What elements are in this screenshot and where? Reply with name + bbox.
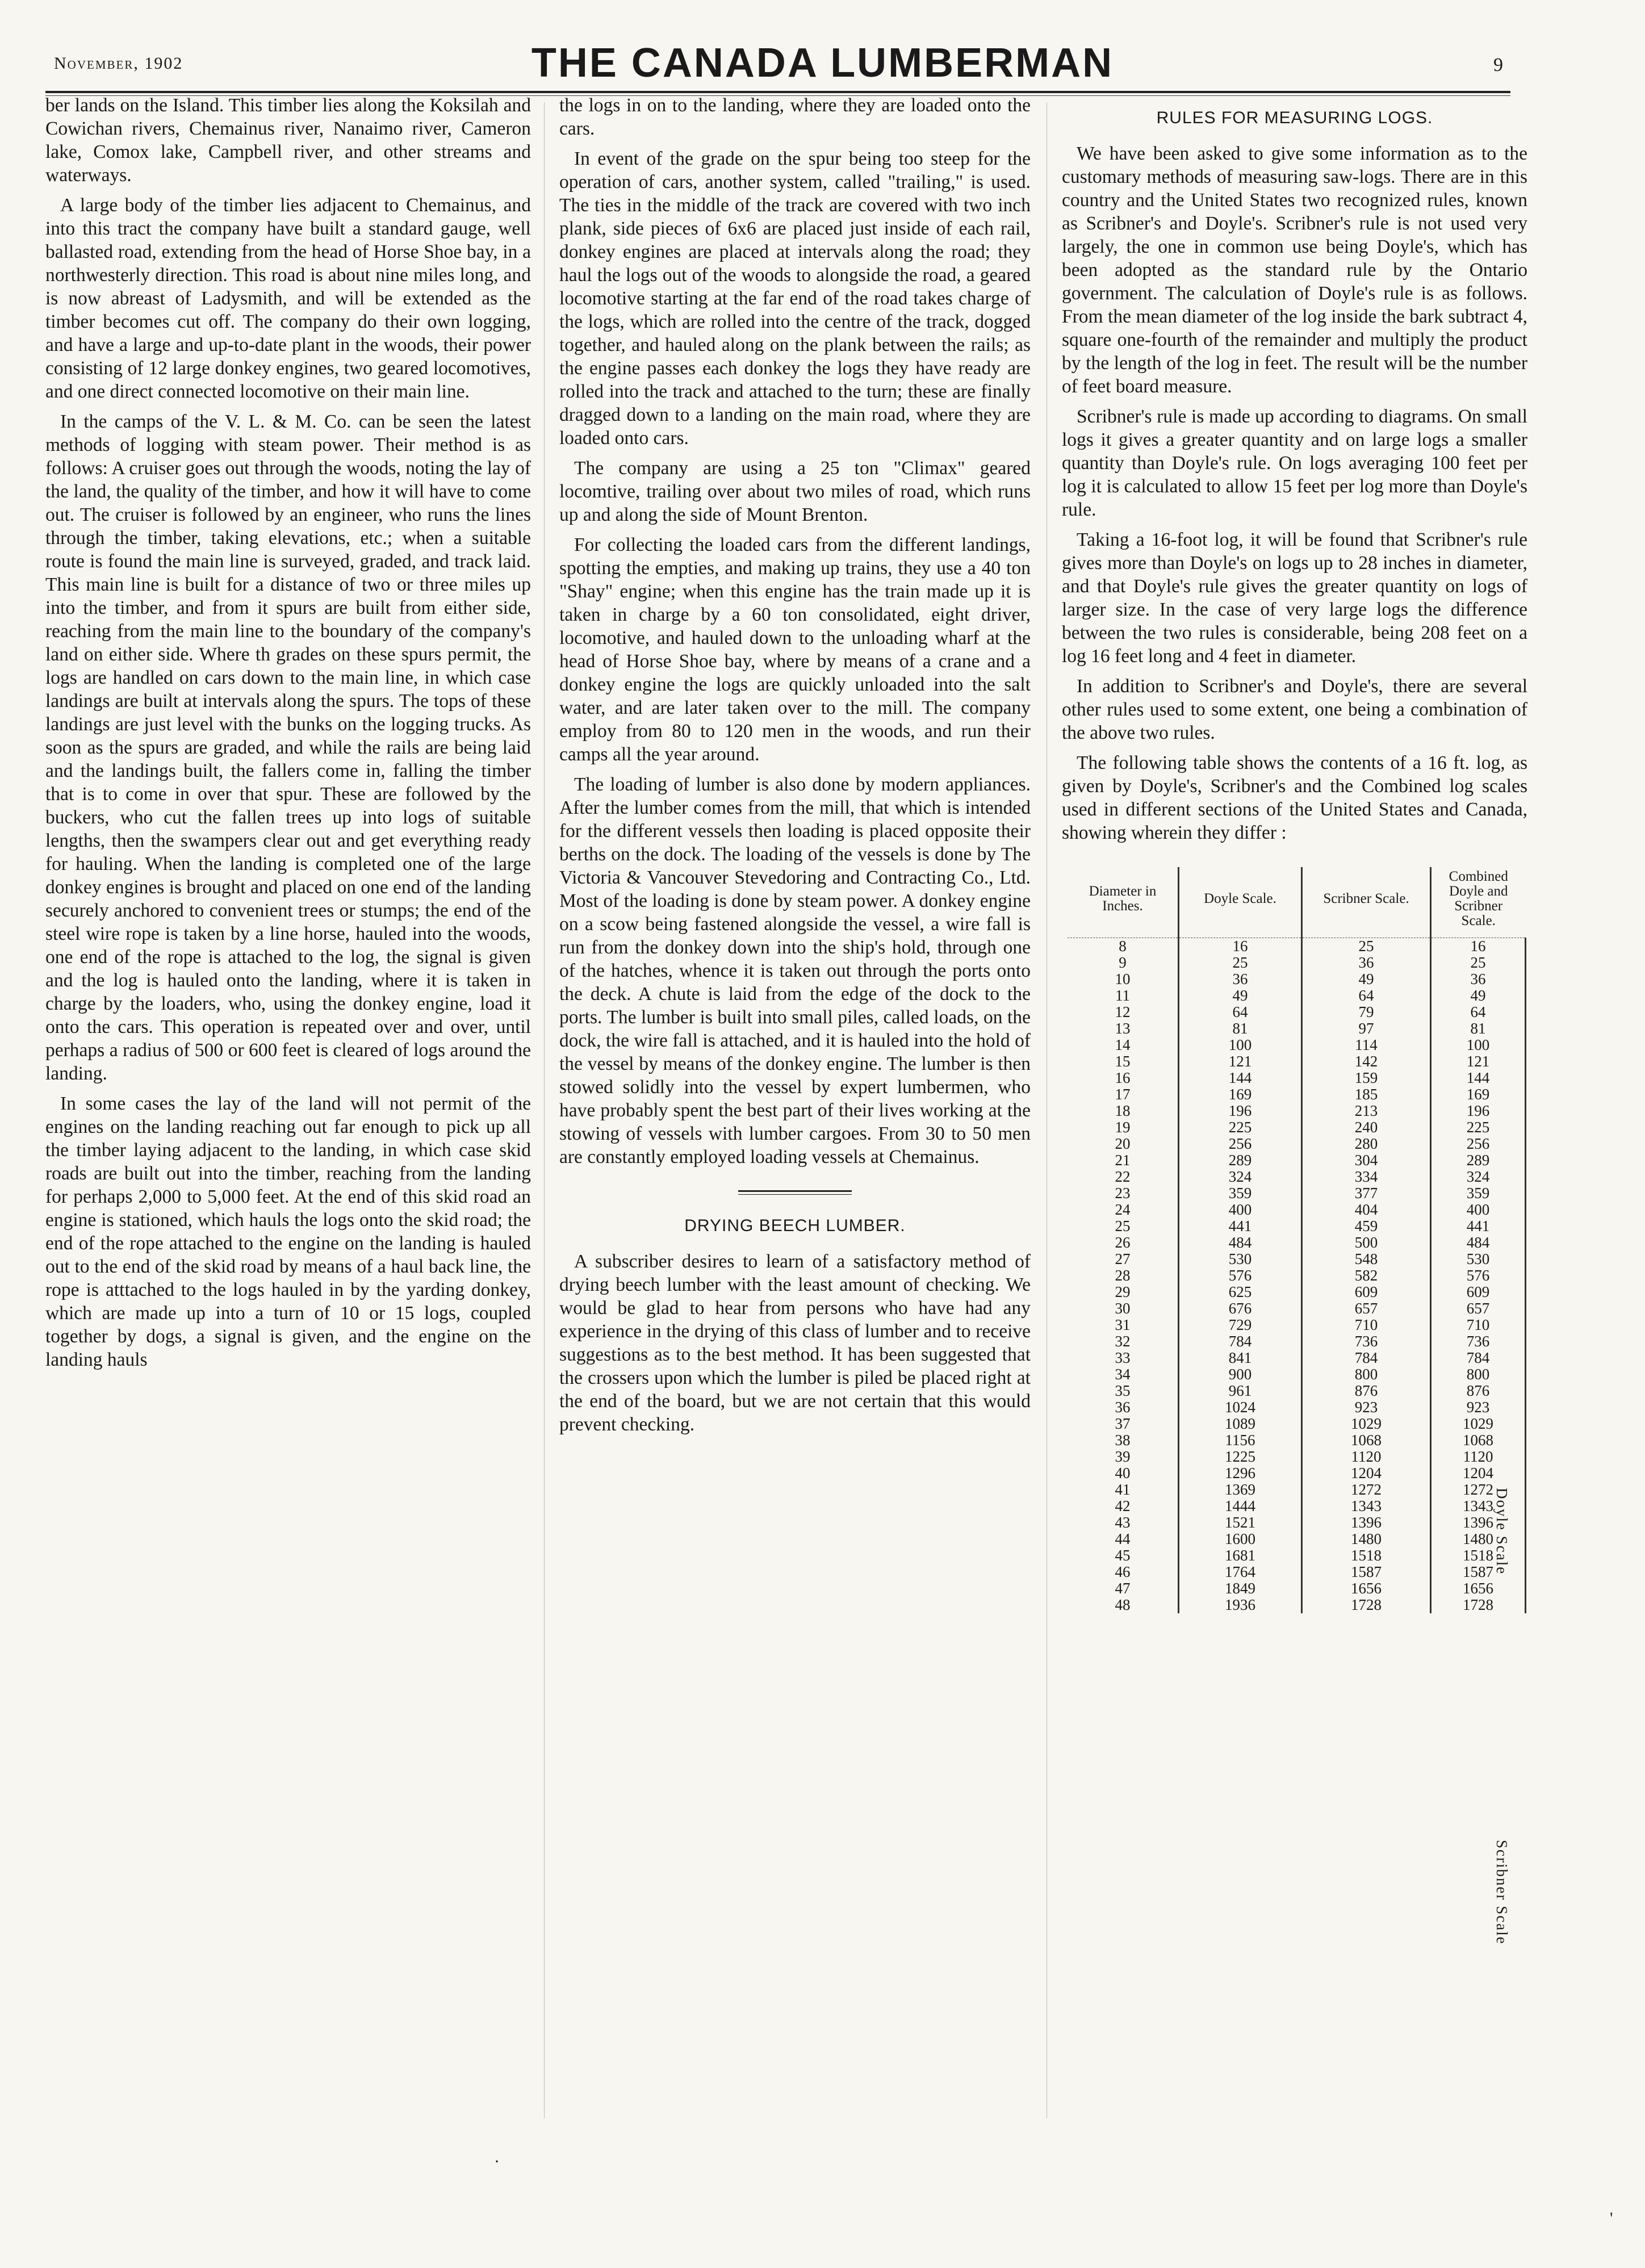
cell-scribner: 1343 xyxy=(1302,1498,1431,1514)
cell-combined: 359 xyxy=(1431,1185,1526,1202)
cell-doyle: 1521 xyxy=(1179,1514,1302,1531)
paragraph: The company are using a 25 ton "Climax" geared locomtive, trailing over about two miles of road, which runs up and along the side of Mount Brenton. xyxy=(559,458,1031,525)
cell-diameter: 28 xyxy=(1068,1267,1179,1284)
cell-doyle: 676 xyxy=(1179,1300,1302,1317)
cell-doyle: 359 xyxy=(1179,1185,1302,1202)
page-number: 9 xyxy=(1493,55,1503,76)
cell-diameter: 27 xyxy=(1068,1251,1179,1267)
table-row xyxy=(1068,1103,1526,1119)
cell-scribner: 1728 xyxy=(1302,1597,1431,1613)
cell-doyle: 169 xyxy=(1179,1086,1302,1103)
cell-doyle: 1849 xyxy=(1179,1580,1302,1597)
cell-scribner: 377 xyxy=(1302,1185,1431,1202)
cell-scribner: 79 xyxy=(1302,1004,1431,1020)
table-row xyxy=(1068,971,1526,987)
masthead xyxy=(0,0,1645,108)
table-row xyxy=(1068,1531,1526,1547)
table-row xyxy=(1068,1416,1526,1432)
cell-doyle: 1369 xyxy=(1179,1482,1302,1498)
table-row xyxy=(1068,938,1526,955)
cell-combined: 324 xyxy=(1431,1169,1526,1185)
cell-diameter: 33 xyxy=(1068,1350,1179,1366)
cell-diameter: 39 xyxy=(1068,1449,1179,1465)
cell-diameter: 13 xyxy=(1068,1020,1179,1037)
cell-diameter: 36 xyxy=(1068,1399,1179,1416)
cell-doyle: 81 xyxy=(1179,1020,1302,1037)
cell-doyle: 1156 xyxy=(1179,1432,1302,1449)
cell-scribner: 548 xyxy=(1302,1251,1431,1267)
issue-date: November, 1902 xyxy=(54,54,183,73)
cell-scribner: 280 xyxy=(1302,1136,1431,1152)
table-row xyxy=(1068,1564,1526,1580)
cell-diameter: 22 xyxy=(1068,1169,1179,1185)
paragraph: For collecting the loaded cars from the different landings, spotting the empties, and making up trains, they use a 40 ton "Shay" engine; when this engine has the train made up it is taken in charge by a 60 ton consolidated, eight driver, locomotive, and hauled down to the unloading wharf at the head of Horse Shoe bay, where by means of a crane and a donkey engine the logs are quickly unloaded into the salt water, and are later taken over to the mill. The company employ from 80 to 120 men in the woods, and run their camps all the year around. xyxy=(559,534,1031,765)
column-header-scribner: Scribner Scale. xyxy=(1302,867,1431,938)
column-header-doyle: Doyle Scale. xyxy=(1179,867,1302,938)
paragraph: the logs in on to the landing, where they are loaded onto the cars. xyxy=(559,95,1031,139)
cell-combined: 25 xyxy=(1431,955,1526,971)
cell-doyle: 400 xyxy=(1179,1202,1302,1218)
cell-diameter: 25 xyxy=(1068,1218,1179,1235)
cell-diameter: 14 xyxy=(1068,1037,1179,1053)
cell-combined: 225 xyxy=(1431,1119,1526,1136)
cell-combined: 657 xyxy=(1431,1300,1526,1317)
cell-combined: 256 xyxy=(1431,1136,1526,1152)
cell-scribner: 609 xyxy=(1302,1284,1431,1300)
cell-doyle: 729 xyxy=(1179,1317,1302,1333)
cell-scribner: 500 xyxy=(1302,1235,1431,1251)
cell-doyle: 1600 xyxy=(1179,1531,1302,1547)
cell-scribner: 1480 xyxy=(1302,1531,1431,1547)
cell-combined: 484 xyxy=(1431,1235,1526,1251)
cell-combined: 289 xyxy=(1431,1152,1526,1169)
cell-combined: 121 xyxy=(1431,1053,1526,1070)
paragraph: In some cases the lay of the land will not permit of the engines on the landing reaching out far enough to pick up all the timber laying adjacent to the landing, in which case skid roads are built out into the timber, reaching from the landing for perhaps 2,000 to 5,000 feet. At the end of this skid road an engine is stationed, which hauls the logs onto the skid road; the end of the rope attached to the engine on the landing is hauled out to the end of the skid road by means of a haul back line, the rope is atttached to the logs hauled in by the yarding donkey, which are made up into a turn of 10 or 15 logs, coupled together by dogs, a signal is given, and the engine on the landing hauls xyxy=(45,1093,531,1370)
cell-diameter: 44 xyxy=(1068,1531,1179,1547)
cell-diameter: 21 xyxy=(1068,1152,1179,1169)
cell-scribner: 459 xyxy=(1302,1218,1431,1235)
cell-scribner: 97 xyxy=(1302,1020,1431,1037)
cell-doyle: 64 xyxy=(1179,1004,1302,1020)
cell-combined: 1029 xyxy=(1431,1416,1526,1432)
section-divider xyxy=(738,1190,852,1195)
cell-scribner: 114 xyxy=(1302,1037,1431,1053)
column-header-diameter: Diameter in Inches. xyxy=(1068,867,1179,938)
cell-combined: 64 xyxy=(1431,1004,1526,1020)
cell-scribner: 1029 xyxy=(1302,1416,1431,1432)
cell-scribner: 582 xyxy=(1302,1267,1431,1284)
cell-doyle: 484 xyxy=(1179,1235,1302,1251)
cell-combined: 1120 xyxy=(1431,1449,1526,1465)
cell-doyle: 1089 xyxy=(1179,1416,1302,1432)
table-row xyxy=(1068,1169,1526,1185)
cell-diameter: 26 xyxy=(1068,1235,1179,1251)
cell-combined: 1587 xyxy=(1431,1564,1526,1580)
cell-diameter: 38 xyxy=(1068,1432,1179,1449)
cell-combined: 81 xyxy=(1431,1020,1526,1037)
table-row xyxy=(1068,1580,1526,1597)
cell-combined: 1343 xyxy=(1431,1498,1526,1514)
cell-scribner: 240 xyxy=(1302,1119,1431,1136)
cell-combined: 16 xyxy=(1431,938,1526,955)
cell-doyle: 49 xyxy=(1179,987,1302,1004)
cell-scribner: 213 xyxy=(1302,1103,1431,1119)
stray-mark: ' xyxy=(1610,2209,1613,2228)
cell-diameter: 16 xyxy=(1068,1070,1179,1086)
column-1 xyxy=(45,94,531,1378)
table-row xyxy=(1068,1350,1526,1366)
cell-scribner: 1120 xyxy=(1302,1449,1431,1465)
cell-diameter: 15 xyxy=(1068,1053,1179,1070)
cell-diameter: 37 xyxy=(1068,1416,1179,1432)
cell-scribner: 1396 xyxy=(1302,1514,1431,1531)
table-row xyxy=(1068,1333,1526,1350)
column-header-combined: Combined Doyle and Scribner Scale. xyxy=(1431,867,1526,938)
table-row xyxy=(1068,1597,1526,1613)
cell-combined: 1656 xyxy=(1431,1580,1526,1597)
cell-combined: 441 xyxy=(1431,1218,1526,1235)
table-row xyxy=(1068,1514,1526,1531)
cell-combined: 36 xyxy=(1431,971,1526,987)
table-row xyxy=(1068,1086,1526,1103)
cell-scribner: 1587 xyxy=(1302,1564,1431,1580)
cell-doyle: 16 xyxy=(1179,938,1302,955)
cell-combined: 1518 xyxy=(1431,1547,1526,1564)
cell-combined: 169 xyxy=(1431,1086,1526,1103)
cell-doyle: 441 xyxy=(1179,1218,1302,1235)
cell-combined: 100 xyxy=(1431,1037,1526,1053)
table-row xyxy=(1068,1449,1526,1465)
cell-diameter: 31 xyxy=(1068,1317,1179,1333)
cell-doyle: 1024 xyxy=(1179,1399,1302,1416)
cell-diameter: 43 xyxy=(1068,1514,1179,1531)
cell-combined: 784 xyxy=(1431,1350,1526,1366)
paragraph: Scribner's rule is made up according to diagrams. On small logs it gives a greater quantity and on large logs a smaller quantity than Doyle's rule. On logs averaging 100 feet per log it is calculated to allow 15 feet per log more than Doyle's rule. xyxy=(1062,406,1527,520)
cell-combined: 800 xyxy=(1431,1366,1526,1383)
cell-scribner: 1068 xyxy=(1302,1432,1431,1449)
cell-doyle: 36 xyxy=(1179,971,1302,987)
paragraph: In addition to Scribner's and Doyle's, there are several other rules used to some extent, one being a combination of the above two rules. xyxy=(1062,676,1527,743)
cell-combined: 144 xyxy=(1431,1070,1526,1086)
cell-doyle: 144 xyxy=(1179,1070,1302,1086)
cell-scribner: 1656 xyxy=(1302,1580,1431,1597)
cell-diameter: 29 xyxy=(1068,1284,1179,1300)
table-row xyxy=(1068,1218,1526,1235)
table-row xyxy=(1068,1366,1526,1383)
cell-scribner: 923 xyxy=(1302,1399,1431,1416)
cell-doyle: 121 xyxy=(1179,1053,1302,1070)
beech-heading: DRYING BEECH LUMBER. xyxy=(684,1216,906,1235)
cell-diameter: 46 xyxy=(1068,1564,1179,1580)
stray-mark: · xyxy=(494,2152,500,2171)
cell-scribner: 36 xyxy=(1302,955,1431,971)
cell-combined: 736 xyxy=(1431,1333,1526,1350)
rules-heading: RULES FOR MEASURING LOGS. xyxy=(1156,108,1433,127)
table-row xyxy=(1068,1004,1526,1020)
paragraph: Taking a 16-foot log, it will be found that Scribner's rule gives more than Doyle's on logs up to 28 inches in diameter, and that Doyle's rule gives the greater quantity on logs of larger size. In the case of very large logs the difference between the two rules is considerable, being 208 feet on a log 16 feet long and 4 feet in diameter. xyxy=(1062,529,1527,667)
column-3 xyxy=(1062,94,1527,1613)
table-row xyxy=(1068,1547,1526,1564)
cell-doyle: 289 xyxy=(1179,1152,1302,1169)
publication-title: THE CANADA LUMBERMAN xyxy=(531,40,1114,86)
table-row xyxy=(1068,1053,1526,1070)
table-row xyxy=(1068,1185,1526,1202)
cell-doyle: 900 xyxy=(1179,1366,1302,1383)
cell-doyle: 256 xyxy=(1179,1136,1302,1152)
cell-scribner: 1272 xyxy=(1302,1482,1431,1498)
cell-scribner: 876 xyxy=(1302,1383,1431,1399)
table-body xyxy=(1068,938,1526,1614)
cell-doyle: 1225 xyxy=(1179,1449,1302,1465)
table-row xyxy=(1068,1020,1526,1037)
paragraph: A subscriber desires to learn of a satisfactory method of drying beech lumber with the least amount of checking. We would be glad to hear from persons who have had any experience in the drying of this class of lumber and to receive suggestions as to the best method. It has been suggested that the crossers upon which the lumber is piled be placed right at the end of the board, but we are not certain that this would prevent checking. xyxy=(559,1251,1031,1435)
cell-scribner: 49 xyxy=(1302,971,1431,987)
cell-scribner: 710 xyxy=(1302,1317,1431,1333)
cell-diameter: 20 xyxy=(1068,1136,1179,1152)
cell-doyle: 196 xyxy=(1179,1103,1302,1119)
cell-combined: 576 xyxy=(1431,1267,1526,1284)
cell-doyle: 100 xyxy=(1179,1037,1302,1053)
column-divider xyxy=(544,102,545,2118)
cell-scribner: 159 xyxy=(1302,1070,1431,1086)
table-row xyxy=(1068,1300,1526,1317)
cell-combined: 609 xyxy=(1431,1284,1526,1300)
cell-combined: 710 xyxy=(1431,1317,1526,1333)
cell-diameter: 34 xyxy=(1068,1366,1179,1383)
cell-diameter: 41 xyxy=(1068,1482,1179,1498)
table-row xyxy=(1068,1432,1526,1449)
table-row xyxy=(1068,1136,1526,1152)
cell-combined: 1480 xyxy=(1431,1531,1526,1547)
table-row xyxy=(1068,955,1526,971)
table-row xyxy=(1068,987,1526,1004)
cell-diameter: 35 xyxy=(1068,1383,1179,1399)
cell-doyle: 841 xyxy=(1179,1350,1302,1366)
cell-combined: 196 xyxy=(1431,1103,1526,1119)
cell-scribner: 185 xyxy=(1302,1086,1431,1103)
cell-diameter: 23 xyxy=(1068,1185,1179,1202)
cell-diameter: 11 xyxy=(1068,987,1179,1004)
cell-scribner: 334 xyxy=(1302,1169,1431,1185)
cell-scribner: 1518 xyxy=(1302,1547,1431,1564)
paragraph: In the camps of the V. L. & M. Co. can be seen the latest methods of logging with steam power. Their method is as follows: A cruiser goes out through the woods, noting the lay of the land, the quality of the timber, and how it will have to come out. The cruiser is followed by an engineer, who runs the lines through the timber, taking elevations, etc.; when a suitable route is found the main line is surveyed, graded, and track laid. This main line is built for a distance of two or three miles up into the timber, and from it spurs are built from either side, reaching from the main line to the boundary of the company's land on either side. Where th grades on these spurs permit, the logs are handled on cars down to the main line, in which case landings are built at intervals along the spurs. The tops of these landings are just level with the bunks on the logging trucks. As soon as the spurs are graded, and while the rails are being laid and the landings built, the fallers come in, falling the timber that is to come in over that spur. These are followed by the buckers, who cut the fallen trees up into logs of suitable lengths, then the swampers clear out and get everything ready for hauling. When the landing is completed one of the large donkey engines is brought and placed on one end of the landing securely anchored to convenient trees or stumps; the end of the steel wire rope is taken by a line horse, hauled into the woods, one end of the rope is attached to the log, the signal is given and the log is hauled onto the landing, where it is taken in charge by the loaders, who, using the donkey engine, load it onto the cars. This operation is repeated over and over, until perhaps a radius of 500 or 600 feet is cleared of logs around the landing. xyxy=(45,411,531,1084)
cell-doyle: 1936 xyxy=(1179,1597,1302,1613)
cell-doyle: 784 xyxy=(1179,1333,1302,1350)
cell-combined: 49 xyxy=(1431,987,1526,1004)
cell-diameter: 18 xyxy=(1068,1103,1179,1119)
cell-doyle: 1681 xyxy=(1179,1547,1302,1564)
cell-combined: 876 xyxy=(1431,1383,1526,1399)
table-row xyxy=(1068,1317,1526,1333)
table-row xyxy=(1068,1383,1526,1399)
cell-scribner: 404 xyxy=(1302,1202,1431,1218)
cell-doyle: 576 xyxy=(1179,1267,1302,1284)
cell-combined: 530 xyxy=(1431,1251,1526,1267)
table-row xyxy=(1068,1251,1526,1267)
table-row xyxy=(1068,1235,1526,1251)
cell-doyle: 961 xyxy=(1179,1383,1302,1399)
cell-diameter: 42 xyxy=(1068,1498,1179,1514)
table-row xyxy=(1068,1152,1526,1169)
paragraph: The following table shows the contents of a 16 ft. log, as given by Doyle's, Scribner's and the Combined log scales used in different sections of the United States and Canada, showing wherein they differ : xyxy=(1062,752,1527,843)
paragraph: The loading of lumber is also done by modern appliances. After the lumber comes from the mill, that which is intended for the different vessels then loading is placed opposite their berths on the dock. The loading of the vessels is done by The Victoria & Vancouver Stevedoring and Contracting Co., Ltd. Most of the loading is done by steam power. A donkey engine on a scow being fastened alongside the vessel, a wire fall is run from the donkey down into the ship's hold, through one of the hatches, whence it is taken out through the ports onto the deck. A chute is laid from the edge of the dock to the ports. The lumber is built into small piles, called loads, on the dock, the wire fall is attached, and it is hauled into the hold of the vessel by means of the donkey engine. The lumber is then stowed solidly into the vessel by expert lumbermen, who have probably spent the best part of their lives working at the stowing of vessels with lumber cargoes. From 30 to 50 men are constantly employed loading vessels at Chemainus. xyxy=(559,774,1031,1168)
cell-scribner: 800 xyxy=(1302,1366,1431,1383)
cell-diameter: 24 xyxy=(1068,1202,1179,1218)
cell-scribner: 657 xyxy=(1302,1300,1431,1317)
cell-combined: 1068 xyxy=(1431,1432,1526,1449)
cell-scribner: 304 xyxy=(1302,1152,1431,1169)
cell-combined: 1728 xyxy=(1431,1597,1526,1613)
cell-scribner: 736 xyxy=(1302,1333,1431,1350)
table-row xyxy=(1068,1465,1526,1482)
cell-combined: 1272 xyxy=(1431,1482,1526,1498)
cell-doyle: 25 xyxy=(1179,955,1302,971)
cell-diameter: 45 xyxy=(1068,1547,1179,1564)
cell-doyle: 625 xyxy=(1179,1284,1302,1300)
cell-combined: 1396 xyxy=(1431,1514,1526,1531)
cell-diameter: 17 xyxy=(1068,1086,1179,1103)
table-row xyxy=(1068,1482,1526,1498)
cell-diameter: 48 xyxy=(1068,1597,1179,1613)
cell-doyle: 1764 xyxy=(1179,1564,1302,1580)
table-row xyxy=(1068,1267,1526,1284)
cell-scribner: 64 xyxy=(1302,987,1431,1004)
table-row xyxy=(1068,1284,1526,1300)
cell-diameter: 32 xyxy=(1068,1333,1179,1350)
cell-scribner: 25 xyxy=(1302,938,1431,955)
cell-doyle: 225 xyxy=(1179,1119,1302,1136)
paragraph: We have been asked to give some information as to the customary methods of measuring saw-logs. There are in this country and the United States two recognized rules, known as Scribner's and Doyle's. Scribner's rule is not used very largely, the one in common use being Doyle's, which has been adopted as the standard rule by the Ontario government. The calculation of Doyle's rule is as follows. From the mean diameter of the log inside the bark subtract 4, square one-fourth of the remainder and multiply the product by the length of the log in feet. The result will be the number of feet board measure. xyxy=(1062,143,1527,397)
log-scale-table xyxy=(1068,867,1526,1613)
cell-doyle: 1296 xyxy=(1179,1465,1302,1482)
cell-scribner: 784 xyxy=(1302,1350,1431,1366)
cell-combined: 923 xyxy=(1431,1399,1526,1416)
table-row xyxy=(1068,1202,1526,1218)
cell-scribner: 1204 xyxy=(1302,1465,1431,1482)
cell-diameter: 30 xyxy=(1068,1300,1179,1317)
cell-doyle: 530 xyxy=(1179,1251,1302,1267)
header-rule xyxy=(45,91,1510,93)
paragraph: A large body of the timber lies adjacent to Chemainus, and into this tract the company have built a standard gauge, well ballasted road, extending from the head of Horse Shoe bay, in a northwesterly direction. This road is about nine miles long, and is now abreast of Ladysmith, and will be extended as the timber becomes cut off. The company do their own logging, and have a large and up-to-date plant in the woods, their power consisting of 12 large donkey engines, two geared locomotives, and one direct connected locomotive on their main line. xyxy=(45,195,531,402)
cell-combined: 1204 xyxy=(1431,1465,1526,1482)
table-header-row xyxy=(1068,867,1526,938)
side-label-scribner: Scribner Scale xyxy=(1493,1840,1510,1945)
side-label-doyle: Doyle Scale xyxy=(1493,1488,1510,1575)
table-row xyxy=(1068,1070,1526,1086)
cell-diameter: 19 xyxy=(1068,1119,1179,1136)
paragraph: In event of the grade on the spur being too steep for the operation of cars, another system, called "trailing," is used. The ties in the middle of the track are covered with two inch plank, side pieces of 6x6 are placed just inside of each rail, donkey engines are placed at intervals along the road; they haul the logs out of the woods to alongside the road, a geared locomotive starting at the far end of the road takes charge of the logs, which are rolled into the centre of the track, dogged together, and hauled along on the plank between the rails; as the engine passes each donkey the logs they have ready are rolled into the track and attached to the turn; these are finally dragged down to a landing on the main road, where they are loaded onto cars. xyxy=(559,148,1031,449)
cell-doyle: 324 xyxy=(1179,1169,1302,1185)
table-row xyxy=(1068,1399,1526,1416)
table-row xyxy=(1068,1498,1526,1514)
table-row xyxy=(1068,1037,1526,1053)
cell-diameter: 10 xyxy=(1068,971,1179,987)
cell-diameter: 8 xyxy=(1068,938,1179,955)
table-row xyxy=(1068,1119,1526,1136)
cell-scribner: 142 xyxy=(1302,1053,1431,1070)
cell-diameter: 40 xyxy=(1068,1465,1179,1482)
cell-combined: 400 xyxy=(1431,1202,1526,1218)
cell-diameter: 47 xyxy=(1068,1580,1179,1597)
cell-diameter: 12 xyxy=(1068,1004,1179,1020)
cell-doyle: 1444 xyxy=(1179,1498,1302,1514)
column-2 xyxy=(559,94,1031,1443)
paragraph: ber lands on the Island. This timber lies along the Koksilah and Cowichan rivers, Chemainus river, Nanaimo river, Cameron lake, Comox lake, Campbell river, and other streams and waterways. xyxy=(45,95,531,186)
cell-diameter: 9 xyxy=(1068,955,1179,971)
